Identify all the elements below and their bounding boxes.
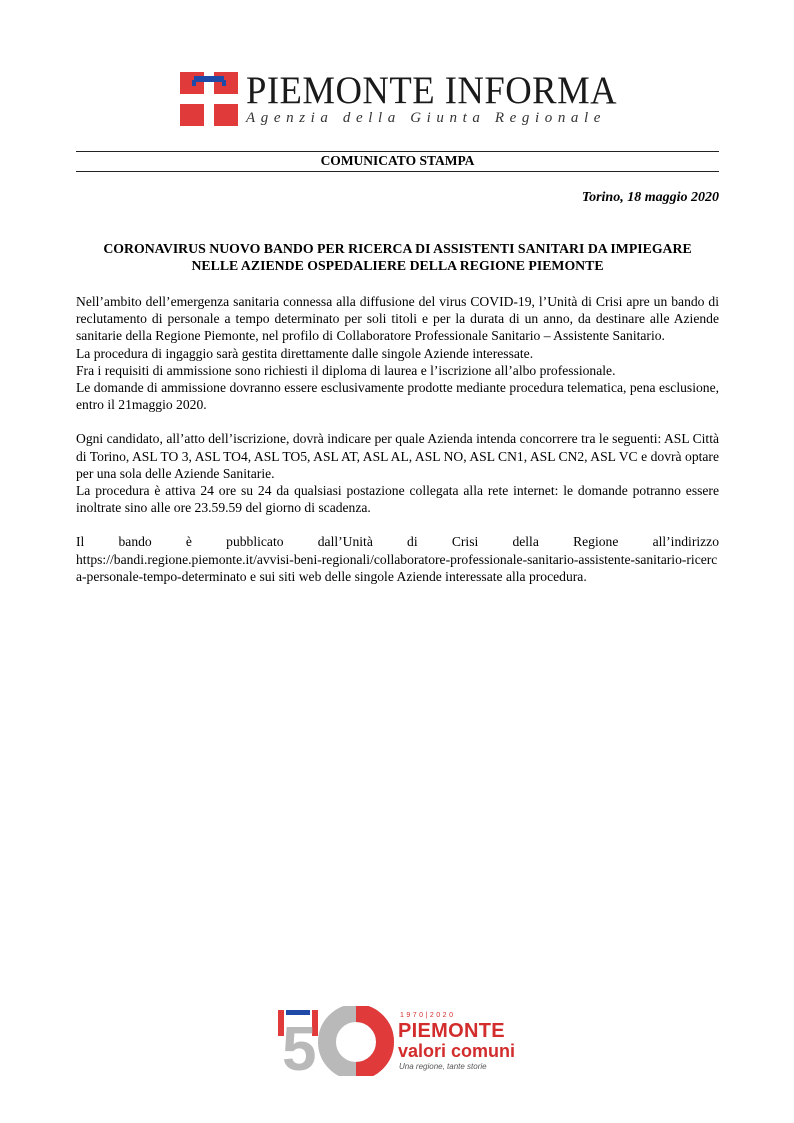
footer-years: 1970|2020 [400, 1012, 456, 1019]
bottom-rule [76, 171, 719, 172]
paragraph-5: Ogni candidato, all’atto dell’iscrizione, dovrà indicare per quale Azienda intenda concorrere tra le seguenti: ASL Città di Torino, ASL TO 3, ASL TO4, ASL TO5, ASL AT, ASL AL, ASL NO, ASL CN1, ASL CN2, ASL VC e dovrà optare per una sola delle Aziende Sanitarie. [76, 431, 719, 481]
section-label: COMUNICATO STAMPA [320, 153, 475, 168]
brand-subtitle: Agenzia della Giunta Regionale [246, 110, 607, 126]
paragraph-7 [76, 533, 719, 550]
footer-motto: Una regione, tante storie [399, 1062, 487, 1071]
press-release-body [76, 293, 719, 585]
brand-title: PIEMONTE INFORMA [246, 69, 618, 112]
paragraph-7-end: e sui siti web delle singole Aziende interessate alla procedura. [246, 568, 587, 584]
date-line: Torino, 18 maggio 2020 [581, 190, 719, 205]
paragraph-7-intro: Il bando è pubblicato dall’Unità di Crisi della Regione all’indirizzo [76, 534, 719, 550]
paragraph-6: La procedura è attiva 24 ore su 24 da qualsiasi postazione collegata alla rete internet: le domande potranno essere inoltrate sino alle ore 23.59.59 del giorno di scadenza. [76, 483, 719, 516]
masthead [180, 69, 620, 128]
headline-line-2: NELLE AZIENDE OSPEDALIERE DELLA REGIONE PIEMONTE [191, 258, 604, 273]
big-number: 5 [282, 1015, 317, 1076]
paragraph-3: Fra i requisiti di ammissione sono richiesti il diploma di laurea e l’iscrizione all’albo professionale. [76, 362, 616, 378]
paragraph-7-cont [76, 551, 719, 585]
top-rule [76, 151, 719, 152]
bando-url-link[interactable]: https://bandi.regione.piemonte.it/avvisi-beni-regionali/collaboratore-professionale-sanitario-assistente-sanitario-ricerca-personale-tempo-determinato [76, 551, 718, 584]
headline [76, 240, 719, 274]
footer-name: PIEMONTE [398, 1020, 505, 1042]
paragraph-2: La procedura di ingaggio sarà gestita direttamente dalle singole Aziende interessate. [76, 345, 534, 361]
footer-tagline: valori comuni [398, 1041, 516, 1061]
paragraph-4: Le domande di ammissione dovranno essere esclusivamente prodotte mediante procedura telematica, pena esclusione, entro il 21maggio 2020. [76, 380, 719, 413]
headline-line-1: CORONAVIRUS NUOVO BANDO PER RICERCA DI ASSISTENTI SANITARI DA IMPIEGARE [103, 241, 692, 256]
piemonte-emblem-icon [180, 72, 238, 126]
paragraph-1: Nell’ambito dell’emergenza sanitaria connessa alla diffusione del virus COVID-19, l’Unità di Crisi apre un bando di reclutamento di personale a tempo determinato per soli titoli e per la durata di un anno, da destinare alle Aziende sanitarie della Regione Piemonte, nel profilo di Collaboratore Professionale Sanitario – Assistente Sanitario. [76, 294, 719, 344]
